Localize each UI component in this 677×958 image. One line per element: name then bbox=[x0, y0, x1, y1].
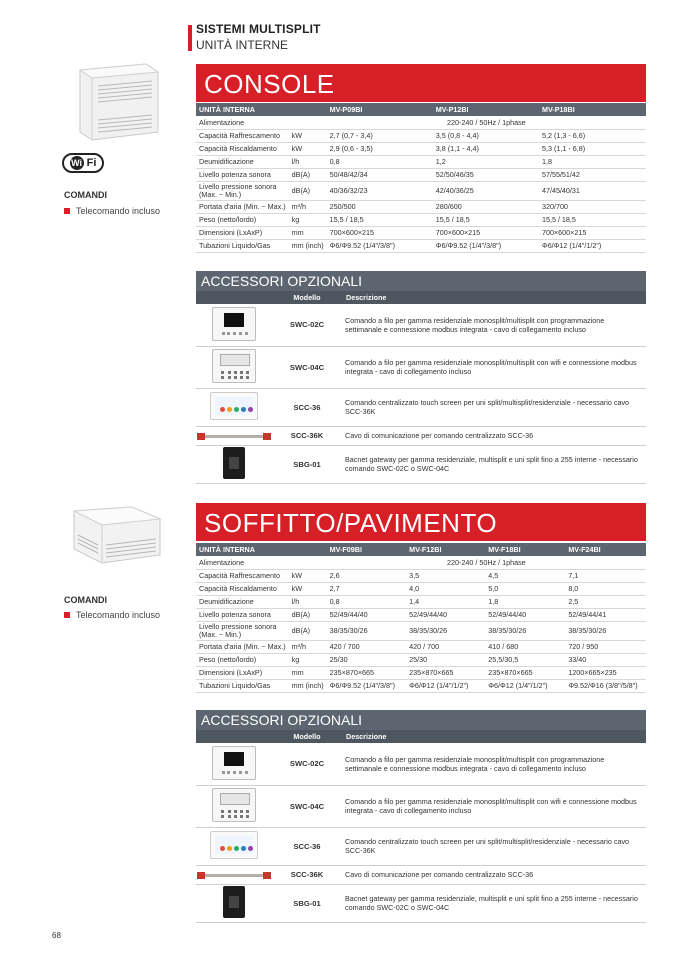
spec-row bbox=[196, 640, 646, 653]
spec-cell-unit: kW bbox=[289, 129, 327, 142]
spec-cell-value: 52/49/44/40 bbox=[406, 608, 485, 621]
accessory-description: Comando a filo per gamma residenziale monosplit/multisplit con wifi e connessione modbus integrata - cavo di collegamento incluso bbox=[342, 346, 646, 388]
console-controls-item-label: Telecomando incluso bbox=[76, 206, 161, 216]
accessory-description: Bacnet gateway per gamma residenziale, multisplit e uni split fino a 255 interne - necessario comando SWC-02C o SWC-04C bbox=[342, 445, 646, 483]
accessories-header-desc: Descrizione bbox=[342, 730, 646, 743]
console-accessories-banner: ACCESSORI OPZIONALI bbox=[196, 271, 646, 291]
spec-cell-value: Φ6/Φ12 (1/4"/1/2") bbox=[406, 679, 485, 692]
spec-row bbox=[196, 181, 646, 200]
soffitto-controls-item bbox=[64, 610, 160, 620]
spec-cell-value: 25/30 bbox=[406, 653, 485, 666]
touch-screen-controller-icon bbox=[210, 831, 258, 859]
accessory-image-cell bbox=[196, 785, 272, 827]
spec-cell-value: 700×600×215 bbox=[433, 226, 539, 239]
spec-cell-value: 235×870×665 bbox=[485, 666, 565, 679]
touch-screen-controller-icon bbox=[210, 392, 258, 420]
accessories-header-model: Modello bbox=[272, 291, 342, 304]
spec-cell-value: 2,7 bbox=[327, 582, 406, 595]
communication-cable-icon bbox=[199, 874, 269, 877]
spec-cell-value: 5,2 (1,3 - 6,6) bbox=[539, 129, 646, 142]
spec-cell-label: Dimensioni (LxAxP) bbox=[196, 226, 289, 239]
spec-cell-value: 250/500 bbox=[327, 200, 433, 213]
spec-cell-unit: kg bbox=[289, 653, 327, 666]
spec-cell-value: 4,0 bbox=[406, 582, 485, 595]
spec-cell-value: 8,0 bbox=[565, 582, 646, 595]
spec-row bbox=[196, 213, 646, 226]
wifi-badge-f: Fi bbox=[86, 157, 97, 169]
accessory-image-cell bbox=[196, 304, 272, 346]
spec-cell-label: Alimentazione bbox=[196, 116, 289, 129]
accessory-model: SWC-02C bbox=[272, 304, 342, 346]
spec-cell-value: 15,5 / 18,5 bbox=[327, 213, 433, 226]
spec-cell-label: Tubazioni Liquido/Gas bbox=[196, 679, 289, 692]
spec-row bbox=[196, 582, 646, 595]
spec-cell-value: 42/40/36/25 bbox=[433, 181, 539, 200]
spec-header-cell: MV-F09BI bbox=[327, 543, 406, 556]
spec-cell-unit: dB(A) bbox=[289, 621, 327, 640]
spec-header-cell: MV-P12BI bbox=[433, 103, 539, 116]
spec-cell-value: 38/35/30/26 bbox=[485, 621, 565, 640]
accessory-image-cell bbox=[196, 743, 272, 785]
console-accessories-table bbox=[196, 291, 646, 484]
soffitto-controls-item-label: Telecomando incluso bbox=[76, 610, 161, 620]
accessory-row bbox=[196, 865, 646, 884]
spec-cell-value: 235×870×665 bbox=[327, 666, 406, 679]
console-controls-heading: COMANDI bbox=[64, 190, 107, 200]
accessory-row bbox=[196, 827, 646, 865]
spec-cell-unit: l/h bbox=[289, 595, 327, 608]
wired-controller-icon bbox=[212, 746, 256, 780]
header-accent-bar bbox=[188, 25, 192, 51]
spec-cell-value: 420 / 700 bbox=[406, 640, 485, 653]
spec-header-cell: UNITÀ INTERNA bbox=[196, 543, 289, 556]
ceiling-floor-unit-image bbox=[66, 505, 166, 567]
spec-cell-unit: m³/h bbox=[289, 640, 327, 653]
spec-cell-label: Peso (netto/lordo) bbox=[196, 653, 289, 666]
accessory-row bbox=[196, 743, 646, 785]
wired-controller-icon bbox=[212, 307, 256, 341]
spec-header-cell: UNITÀ INTERNA bbox=[196, 103, 289, 116]
spec-cell-value: 1200×665×235 bbox=[565, 666, 646, 679]
spec-cell-unit: mm (inch) bbox=[289, 679, 327, 692]
spec-cell-value: 700×600×215 bbox=[327, 226, 433, 239]
spec-cell-unit: kg bbox=[289, 213, 327, 226]
spec-cell-value: 25/30 bbox=[327, 653, 406, 666]
spec-row bbox=[196, 569, 646, 582]
spec-cell-value: 33/40 bbox=[565, 653, 646, 666]
accessories-header-blank bbox=[196, 730, 272, 743]
spec-row bbox=[196, 679, 646, 692]
spec-cell-unit: mm bbox=[289, 666, 327, 679]
spec-cell-label: Peso (netto/lordo) bbox=[196, 213, 289, 226]
accessory-row bbox=[196, 426, 646, 445]
accessory-row bbox=[196, 445, 646, 483]
spec-cell-value: 40/36/32/23 bbox=[327, 181, 433, 200]
spec-cell-unit: mm (inch) bbox=[289, 239, 327, 252]
accessory-row bbox=[196, 785, 646, 827]
spec-cell-label: Dimensioni (LxAxP) bbox=[196, 666, 289, 679]
accessory-model: SWC-04C bbox=[272, 785, 342, 827]
accessory-image-cell bbox=[196, 445, 272, 483]
console-banner: CONSOLE bbox=[196, 64, 646, 102]
spec-cell-value: 410 / 680 bbox=[485, 640, 565, 653]
spec-cell-unit: m³/h bbox=[289, 200, 327, 213]
spec-cell-unit: dB(A) bbox=[289, 608, 327, 621]
accessory-image-cell bbox=[196, 426, 272, 445]
spec-cell-value: 25,5/30,5 bbox=[485, 653, 565, 666]
accessory-model: SCC-36K bbox=[272, 865, 342, 884]
accessory-image-cell bbox=[196, 346, 272, 388]
spec-row bbox=[196, 621, 646, 640]
spec-cell-value: 2,6 bbox=[327, 569, 406, 582]
spec-cell-value: 1,8 bbox=[485, 595, 565, 608]
spec-cell-label: Deumidificazione bbox=[196, 595, 289, 608]
spec-cell-label: Portata d'aria (Min. ~ Max.) bbox=[196, 200, 289, 213]
soffitto-banner: SOFFITTO/PAVIMENTO bbox=[196, 503, 646, 541]
spec-cell-label: Deumidificazione bbox=[196, 155, 289, 168]
spec-header-cell: MV-F24BI bbox=[565, 543, 646, 556]
spec-row bbox=[196, 595, 646, 608]
accessory-image-cell bbox=[196, 388, 272, 426]
accessory-model: SWC-04C bbox=[272, 346, 342, 388]
spec-row bbox=[196, 168, 646, 181]
spec-cell-label: Capacità Riscaldamento bbox=[196, 582, 289, 595]
spec-cell-value: 15,5 / 18,5 bbox=[539, 213, 646, 226]
wifi-controller-icon bbox=[212, 788, 256, 822]
spec-cell-value: 5,0 bbox=[485, 582, 565, 595]
spec-cell-unit: l/h bbox=[289, 155, 327, 168]
spec-cell-label: Livello pressione sonora (Max. ~ Min.) bbox=[196, 621, 289, 640]
spec-header-cell bbox=[289, 543, 327, 556]
spec-cell-value: 3,5 (0,8 - 4,4) bbox=[433, 129, 539, 142]
spec-cell-value: 0,8 bbox=[327, 595, 406, 608]
bullet-square-icon bbox=[64, 208, 70, 214]
accessory-description: Comando a filo per gamma residenziale monosplit/multisplit con programmazione settimanale e connessione modbus integrata - cavo di collegamento incluso bbox=[342, 743, 646, 785]
accessories-header-row bbox=[196, 291, 646, 304]
spec-cell-value: 7,1 bbox=[565, 569, 646, 582]
spec-cell-value: 38/35/30/26 bbox=[327, 621, 406, 640]
accessories-header-blank bbox=[196, 291, 272, 304]
spec-row bbox=[196, 129, 646, 142]
accessory-model: SBG-01 bbox=[272, 884, 342, 922]
spec-cell-value: 38/35/30/26 bbox=[565, 621, 646, 640]
spec-cell-value: 3,8 (1,1 - 4,4) bbox=[433, 142, 539, 155]
communication-cable-icon bbox=[199, 435, 269, 438]
spec-cell-label: Livello potenza sonora bbox=[196, 168, 289, 181]
spec-cell-label: Alimentazione bbox=[196, 556, 289, 569]
accessory-image-cell bbox=[196, 865, 272, 884]
spec-cell-power-value: 220-240 / 50Hz / 1phase bbox=[327, 556, 646, 569]
spec-cell-value: 1,8 bbox=[539, 155, 646, 168]
spec-cell-value: 420 / 700 bbox=[327, 640, 406, 653]
bullet-square-icon bbox=[64, 612, 70, 618]
spec-cell-value: 720 / 950 bbox=[565, 640, 646, 653]
spec-cell-value: 38/35/30/26 bbox=[406, 621, 485, 640]
accessories-header-desc: Descrizione bbox=[342, 291, 646, 304]
spec-cell-value: 52/50/46/35 bbox=[433, 168, 539, 181]
spec-cell-value: 1,4 bbox=[406, 595, 485, 608]
spec-cell-unit: mm bbox=[289, 226, 327, 239]
spec-cell-value: 52/49/44/40 bbox=[485, 608, 565, 621]
accessory-description: Bacnet gateway per gamma residenziale, multisplit e uni split fino a 255 interne - necessario comando SWC-02C o SWC-04C bbox=[342, 884, 646, 922]
spec-row bbox=[196, 666, 646, 679]
console-unit-image bbox=[74, 62, 164, 142]
wifi-badge-w: Wi bbox=[71, 158, 83, 168]
spec-cell-value: Φ6/Φ9.52 (1/4"/3/8") bbox=[433, 239, 539, 252]
spec-header-row bbox=[196, 543, 646, 556]
page-number: 68 bbox=[52, 931, 61, 940]
spec-cell-value: Φ6/Φ12 (1/4"/1/2") bbox=[485, 679, 565, 692]
console-spec-table bbox=[196, 103, 646, 253]
spec-header-cell: MV-F18BI bbox=[485, 543, 565, 556]
wifi-badge-icon bbox=[62, 153, 104, 173]
spec-cell-value: 50/48/42/34 bbox=[327, 168, 433, 181]
accessory-description: Comando a filo per gamma residenziale monosplit/multisplit con wifi e connessione modbus integrata - cavo di collegamento incluso bbox=[342, 785, 646, 827]
spec-cell-value: 235×870×665 bbox=[406, 666, 485, 679]
spec-row bbox=[196, 226, 646, 239]
spec-cell-value: Φ6/Φ9.52 (1/4"/3/8") bbox=[327, 679, 406, 692]
spec-cell-unit: kW bbox=[289, 142, 327, 155]
spec-cell-value: 2,5 bbox=[565, 595, 646, 608]
accessory-description: Comando centralizzato touch screen per uni split/multisplit/residenziale - necessario cavo SCC-36K bbox=[342, 388, 646, 426]
spec-row bbox=[196, 200, 646, 213]
accessory-description: Comando a filo per gamma residenziale monosplit/multisplit con programmazione settimanale e connessione modbus integrata - cavo di collegamento incluso bbox=[342, 304, 646, 346]
spec-cell-value: 52/49/44/41 bbox=[565, 608, 646, 621]
soffitto-accessories-table bbox=[196, 730, 646, 923]
spec-cell-value: 15,5 / 18,5 bbox=[433, 213, 539, 226]
accessory-model: SBG-01 bbox=[272, 445, 342, 483]
spec-header-cell: MV-P09BI bbox=[327, 103, 433, 116]
spec-cell-value: Φ6/Φ12 (1/4"/1/2") bbox=[539, 239, 646, 252]
spec-cell-unit: dB(A) bbox=[289, 168, 327, 181]
spec-row-power-supply bbox=[196, 556, 646, 569]
page-header bbox=[196, 22, 321, 52]
spec-row bbox=[196, 608, 646, 621]
section-title: SISTEMI MULTISPLIT bbox=[196, 22, 321, 36]
spec-cell-value: 280/600 bbox=[433, 200, 539, 213]
spec-cell-value: 0,8 bbox=[327, 155, 433, 168]
spec-cell-value: 3,5 bbox=[406, 569, 485, 582]
spec-header-row bbox=[196, 103, 646, 116]
spec-cell-power-value: 220-240 / 50Hz / 1phase bbox=[327, 116, 646, 129]
spec-cell-value: 320/700 bbox=[539, 200, 646, 213]
accessory-model: SCC-36 bbox=[272, 827, 342, 865]
spec-row bbox=[196, 653, 646, 666]
spec-row bbox=[196, 155, 646, 168]
spec-cell-unit bbox=[289, 556, 327, 569]
spec-cell-value: 47/45/40/31 bbox=[539, 181, 646, 200]
wifi-controller-icon bbox=[212, 349, 256, 383]
spec-cell-value: 52/49/44/40 bbox=[327, 608, 406, 621]
spec-cell-label: Livello potenza sonora bbox=[196, 608, 289, 621]
spec-cell-value: 700×600×215 bbox=[539, 226, 646, 239]
soffitto-accessories-banner: ACCESSORI OPZIONALI bbox=[196, 710, 646, 730]
spec-cell-value: 4,5 bbox=[485, 569, 565, 582]
accessory-description: Cavo di comunicazione per comando centralizzato SCC-36 bbox=[342, 865, 646, 884]
accessory-description: Cavo di comunicazione per comando centralizzato SCC-36 bbox=[342, 426, 646, 445]
spec-cell-unit: kW bbox=[289, 569, 327, 582]
accessories-header-model: Modello bbox=[272, 730, 342, 743]
spec-cell-unit bbox=[289, 116, 327, 129]
spec-header-cell: MV-F12BI bbox=[406, 543, 485, 556]
accessory-row bbox=[196, 346, 646, 388]
spec-cell-unit: dB(A) bbox=[289, 181, 327, 200]
spec-header-cell bbox=[289, 103, 327, 116]
spec-cell-value: 5,3 (1,1 - 6,8) bbox=[539, 142, 646, 155]
spec-cell-label: Tubazioni Liquido/Gas bbox=[196, 239, 289, 252]
spec-cell-label: Portata d'aria (Min. ~ Max.) bbox=[196, 640, 289, 653]
spec-cell-value: Φ6/Φ9.52 (1/4"/3/8") bbox=[327, 239, 433, 252]
accessories-header-row bbox=[196, 730, 646, 743]
console-controls-item bbox=[64, 206, 160, 216]
spec-cell-label: Capacità Riscaldamento bbox=[196, 142, 289, 155]
spec-cell-label: Capacità Raffrescamento bbox=[196, 129, 289, 142]
spec-cell-value: 1,2 bbox=[433, 155, 539, 168]
spec-header-cell: MV-P18BI bbox=[539, 103, 646, 116]
accessory-image-cell bbox=[196, 884, 272, 922]
spec-row-power-supply bbox=[196, 116, 646, 129]
accessory-model: SWC-02C bbox=[272, 743, 342, 785]
accessory-row bbox=[196, 884, 646, 922]
spec-row bbox=[196, 239, 646, 252]
spec-cell-unit: kW bbox=[289, 582, 327, 595]
accessory-row bbox=[196, 388, 646, 426]
bacnet-gateway-icon bbox=[223, 886, 245, 918]
soffitto-controls-heading: COMANDI bbox=[64, 595, 107, 605]
spec-cell-value: 2,9 (0,6 - 3,5) bbox=[327, 142, 433, 155]
spec-cell-label: Livello pressione sonora (Max. ~ Min.) bbox=[196, 181, 289, 200]
section-subtitle: UNITÀ INTERNE bbox=[196, 38, 289, 52]
accessory-row bbox=[196, 304, 646, 346]
accessory-description: Comando centralizzato touch screen per uni split/multisplit/residenziale - necessario cavo SCC-36K bbox=[342, 827, 646, 865]
spec-cell-label: Capacità Raffrescamento bbox=[196, 569, 289, 582]
spec-cell-value: 57/55/51/42 bbox=[539, 168, 646, 181]
spec-cell-value: Φ9.52/Φ16 (3/8"/5/8") bbox=[565, 679, 646, 692]
bacnet-gateway-icon bbox=[223, 447, 245, 479]
accessory-model: SCC-36K bbox=[272, 426, 342, 445]
soffitto-spec-table bbox=[196, 543, 646, 693]
spec-row bbox=[196, 142, 646, 155]
accessory-image-cell bbox=[196, 827, 272, 865]
accessory-model: SCC-36 bbox=[272, 388, 342, 426]
spec-cell-value: 2,7 (0,7 - 3,4) bbox=[327, 129, 433, 142]
